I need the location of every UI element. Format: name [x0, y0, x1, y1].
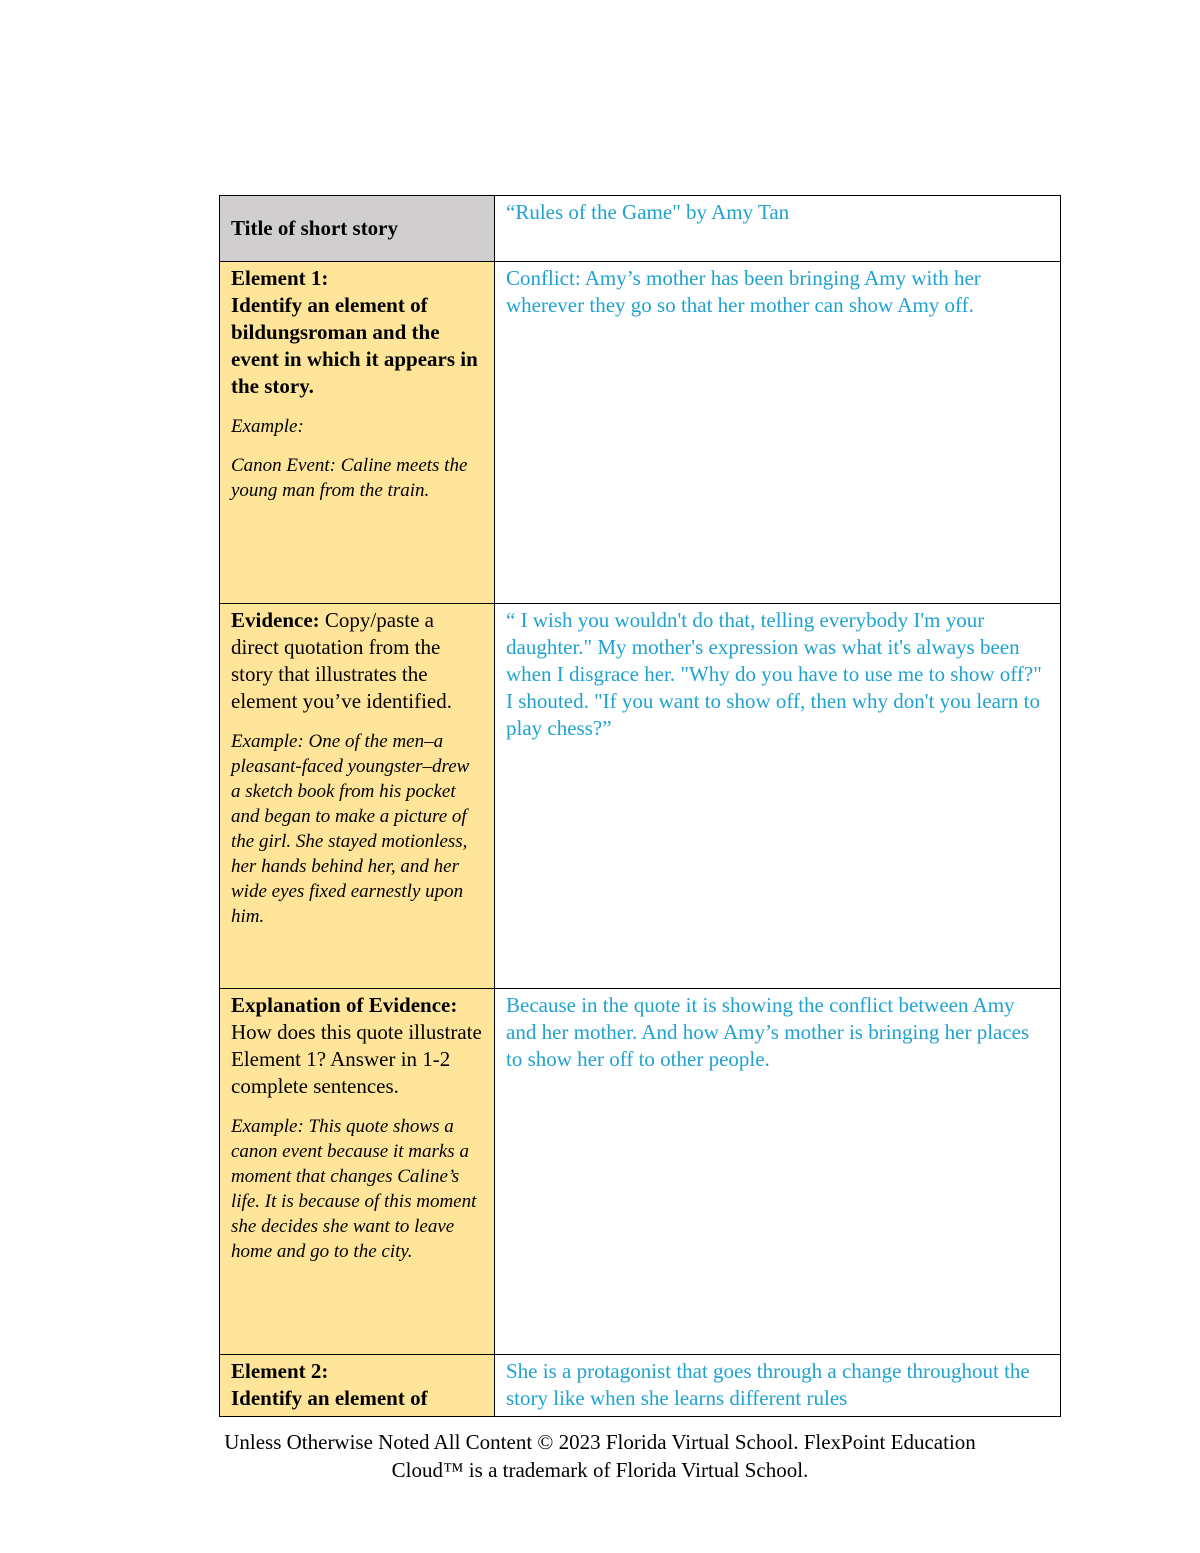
- title-answer: “Rules of the Game" by Amy Tan: [506, 200, 790, 224]
- element-2-prompt-cell: [220, 1355, 495, 1417]
- element-2-answer-cell[interactable]: [495, 1355, 1061, 1417]
- element-1-example-label: Example:: [231, 416, 304, 437]
- element-1-prompt-cell: [220, 262, 495, 604]
- spacer: [231, 715, 483, 729]
- spacer: [231, 439, 483, 453]
- evidence-example-text: Example: One of the men–a pleasant-faced youngster–drew a sketch book from his pocket and began to make a picture of the girl. She stayed motionless, her hands behind her, and her wide eyes fixed earnestly upon him.: [231, 731, 470, 927]
- table-row-element-1: [220, 262, 1061, 604]
- element-1-answer-cell[interactable]: [495, 262, 1061, 604]
- spacer: [231, 400, 483, 414]
- table-row-explanation: [220, 989, 1061, 1355]
- element-2-answer: She is a protagonist that goes through a change throughout the story like when she learns different rules: [506, 1359, 1030, 1410]
- element-1-prompt: Identify an element of bildungsroman and the event in which it appears in the story.: [231, 293, 478, 398]
- title-label-cell: [220, 196, 495, 262]
- explanation-answer-cell[interactable]: [495, 989, 1061, 1355]
- evidence-prompt: Copy/paste a direct quotation from the story that illustrates the element you’ve identified.: [231, 608, 453, 713]
- evidence-prompt-cell: [220, 604, 495, 989]
- evidence-answer-cell[interactable]: [495, 604, 1061, 989]
- explanation-example-text: Example: This quote shows a canon event because it marks a moment that changes Caline’s life. It is because of this moment she decides she want to leave home and go to the city.: [231, 1116, 477, 1262]
- spacer: [231, 1100, 483, 1114]
- footer-line-1: Unless Otherwise Noted All Content © 2023 Florida Virtual School. FlexPoint Education: [224, 1430, 976, 1454]
- table-row-element-2: [220, 1355, 1061, 1417]
- explanation-prompt-cell: [220, 989, 495, 1355]
- worksheet-table: [219, 195, 1061, 1417]
- table-row-evidence: [220, 604, 1061, 989]
- element-2-heading: Element 2:: [231, 1359, 329, 1383]
- page-footer: [150, 1428, 1050, 1484]
- table-row-title: [220, 196, 1061, 262]
- element-1-example-text: Canon Event: Caline meets the young man from the train.: [231, 455, 468, 501]
- element-1-heading: Element 1:: [231, 266, 329, 290]
- evidence-prompt-block: [231, 607, 483, 715]
- element-1-answer: Conflict: Amy’s mother has been bringing Amy with her wherever they go so that her mother can show Amy off.: [506, 266, 981, 317]
- explanation-prompt: How does this quote illustrate Element 1? Answer in 1-2 complete sentences.: [231, 1020, 482, 1098]
- evidence-answer: “ I wish you wouldn't do that, telling everybody I'm your daughter." My mother's expression was what it's always been when I disgrace her. "Why do you have to use me to show off?" I shouted. "If you want to show off, then why don't you learn to play chess?”: [506, 608, 1042, 740]
- element-2-prompt: Identify an element of: [231, 1386, 428, 1410]
- explanation-heading: Explanation of Evidence:: [231, 993, 458, 1017]
- explanation-prompt-block: [231, 992, 483, 1100]
- evidence-heading: Evidence:: [231, 608, 320, 632]
- title-label: Title of short story: [231, 215, 399, 240]
- footer-line-2: Cloud™ is a trademark of Florida Virtual School.: [391, 1458, 809, 1482]
- title-answer-cell[interactable]: [495, 196, 1061, 262]
- explanation-answer: Because in the quote it is showing the conflict between Amy and her mother. And how Amy’s mother is bringing her places to show her off to other people.: [506, 993, 1030, 1071]
